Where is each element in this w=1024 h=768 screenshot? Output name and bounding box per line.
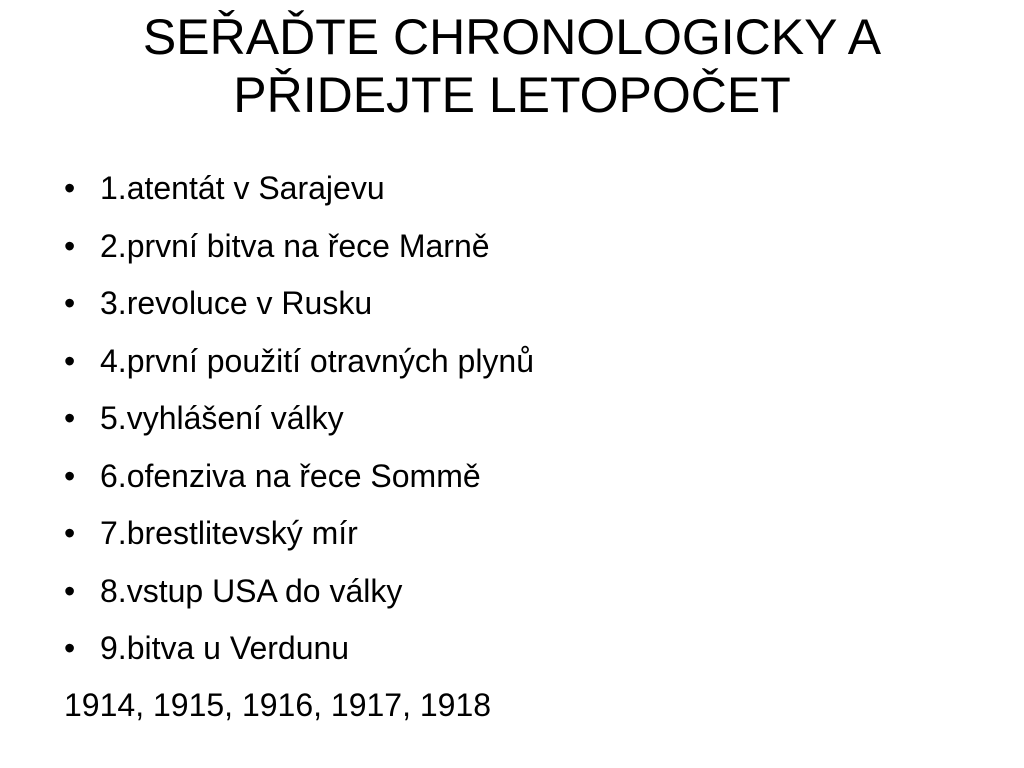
bullet-icon: • [64, 400, 76, 436]
bullet-icon: • [64, 285, 76, 321]
slide-title [0, 8, 1024, 124]
bullet-icon: • [64, 515, 76, 551]
list-item-label: 6.ofenziva na řece Sommě [100, 457, 481, 494]
list-item [64, 275, 984, 333]
list-item [64, 160, 984, 218]
list-item-label: 4.první použití otravných plynů [100, 342, 535, 379]
list-item [64, 620, 984, 678]
list-item [64, 563, 984, 621]
bullet-icon: • [64, 572, 76, 609]
list-item-label: 7.brestlitevský mír [100, 515, 358, 551]
list-item [64, 505, 984, 563]
list-item [64, 218, 984, 276]
bullet-icon: • [64, 170, 76, 206]
list-item-label: 1.atentát v Sarajevu [100, 170, 385, 206]
years-line: 1914, 1915, 1916, 1917, 1918 [64, 687, 492, 723]
list-item-label: 2.první bitva na řece Marně [100, 227, 490, 264]
list-item-label: 3.revoluce v Rusku [100, 285, 373, 321]
list-item-label: 8.vstup USA do války [100, 572, 403, 609]
event-list [64, 160, 984, 678]
slide-title-line-1: SEŘAĎTE CHRONOLOGICKY A [142, 9, 882, 65]
bullet-icon: • [64, 342, 76, 379]
bullet-icon: • [64, 227, 76, 264]
list-item-label: 5.vyhlášení války [100, 400, 344, 436]
list-item-label: 9.bitva u Verdunu [100, 630, 350, 666]
bullet-icon: • [64, 630, 76, 666]
bullet-icon: • [64, 457, 76, 494]
list-item [64, 333, 984, 391]
list-item [64, 390, 984, 448]
list-item [64, 448, 984, 506]
slide-title-line-2: PŘIDEJTE LETOPOČET [233, 67, 791, 123]
